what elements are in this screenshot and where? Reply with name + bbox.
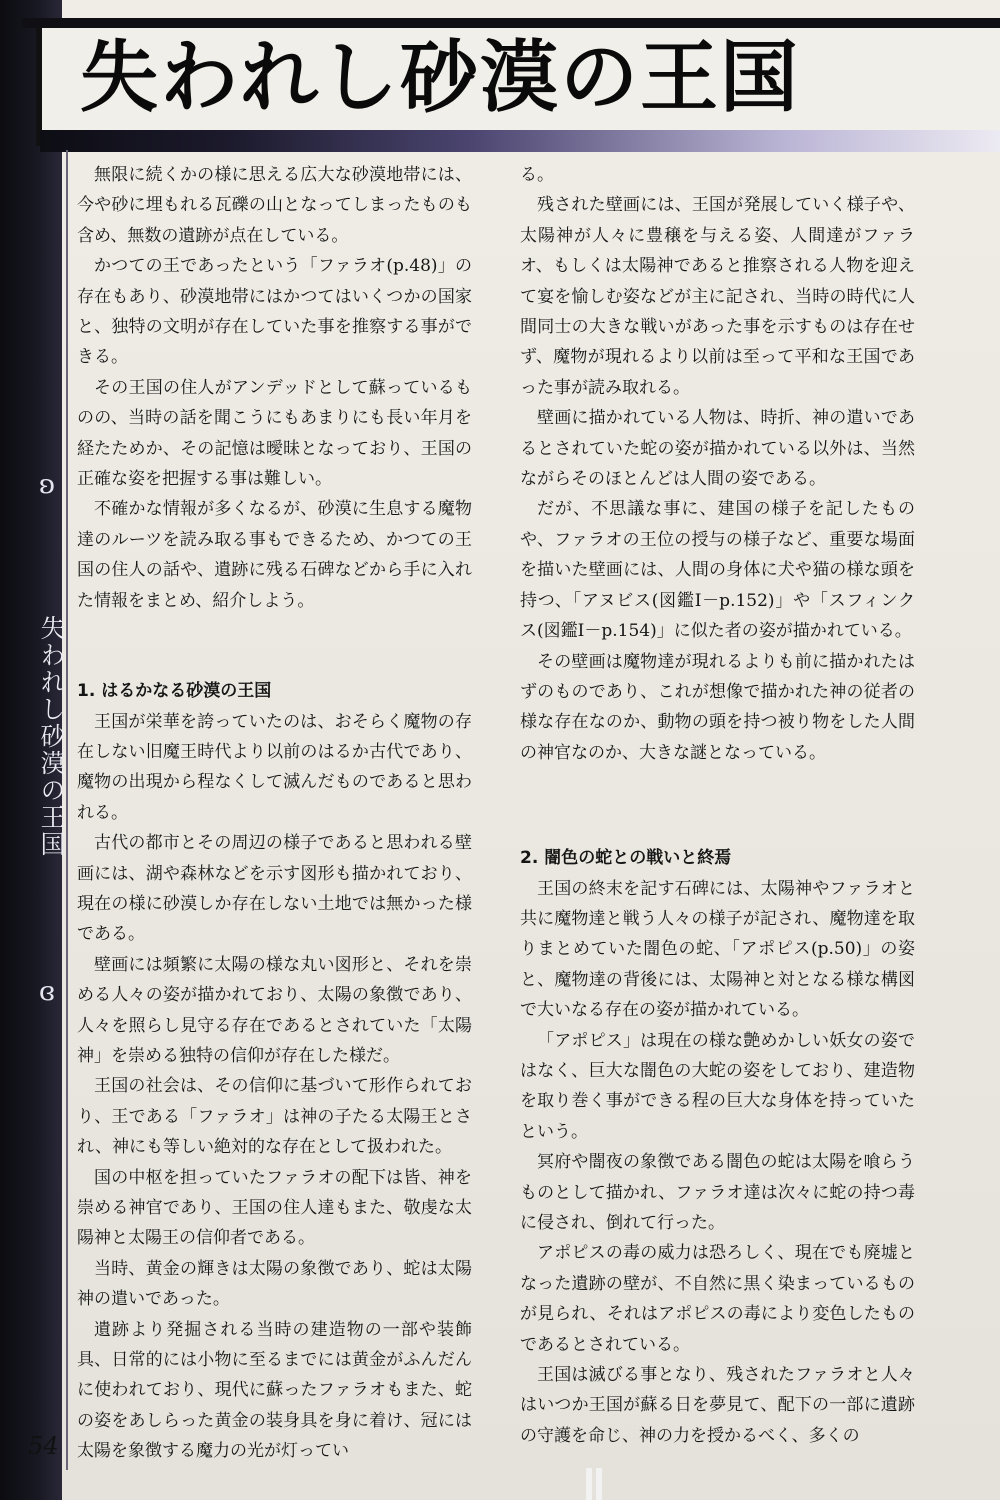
paragraph: 冥府や闇夜の象徴である闇色の蛇は太陽を喰らうものとして描かれ、ファラオ達は次々に蛇の持つ毒に侵され、倒れて行った。: [520, 1152, 915, 1233]
paragraph: 当時、黄金の輝きは太陽の象徴であり、蛇は太陽神の遣いであった。: [77, 1258, 472, 1310]
page-number: 54: [28, 1432, 59, 1460]
paragraph: その壁画は魔物達が現れるよりも前に描かれたはずのものであり、これが想像で描かれた神の従者の様な存在なのか、動物の頭を持つ被り物をした人間の神官なのか、大きな謎となっている。: [520, 651, 915, 763]
paragraph: 古代の都市とその周辺の様子であると思われる壁画には、湖や森林などを示す図形も描かれており、現在の様に砂漠しか存在しない土地では無かった様である。: [77, 833, 472, 945]
paragraph: 壁画には頻繁に太陽の様な丸い図形と、それを崇める人々の姿が描かれており、太陽の象徴であり、人々を照らし見守る存在であるとされていた「太陽神」を崇める独特の信仰が存在した様だ。: [77, 954, 472, 1066]
paragraph: 不確かな情報が多くなるが、砂漠に生息する魔物達のルーツを読み取る事もできるため、かつての王国の住人の話や、遺跡に残る石碑などから手に入れた情報をまとめ、紹介しよう。: [77, 499, 472, 611]
paragraph: かつての王であったという「ファラオ(p.48)」の存在もあり、砂漠地帯にはかつてはいくつかの国家と、独特の文明が存在していた事を推察する事ができる。: [77, 256, 472, 368]
side-title: 失われし砂漠の王国: [37, 615, 66, 858]
page-title: 失われし砂漠の王国: [80, 33, 801, 123]
top-frame-border: [22, 18, 1000, 28]
right-column: [520, 160, 915, 1451]
paragraph-continuation: る。: [520, 165, 554, 185]
section-heading: 1. はるかなる砂漠の王国: [77, 681, 272, 702]
bookmark-ribbon: [586, 1468, 592, 1500]
paragraph: 「アポピス」は現在の様な艶めかしい妖女の姿ではなく、巨大な闇色の大蛇の姿をしており、建造物を取り巻く事ができる程の巨大な身体を持っていたという。: [520, 1030, 915, 1142]
paragraph: 無限に続くかの様に思える広大な砂漠地帯には、今や砂に埋もれる瓦礫の山となってしまったものも含め、無数の遺跡が点在している。: [77, 165, 472, 246]
paragraph: だが、不思議な事に、建国の様子を記したものや、ファラオの王位の授与の様子など、重要な場面を描いた壁画には、人間の身体に犬や猫の様な頭を持つ、「アヌビス(図鑑Ⅰ－p.152)」や「スフィンクス(図鑑Ⅰ－p.154)」に似た者の姿が描かれている。: [520, 499, 915, 642]
paragraph: 王国の終末を記す石碑には、太陽神やファラオと共に魔物達と戦う人々の様子が記され、魔物達を取りまとめていた闇色の蛇、「アポピス(p.50)」の姿と、魔物達の背後には、太陽神と対となる様な構図で大いなる存在の姿が描かれている。: [520, 878, 915, 1021]
paragraph: 壁画に描かれている人物は、時折、神の遣いであるとされていた蛇の姿が描かれている以外は、当然ながらそのほとんどは人間の姿である。: [520, 408, 915, 490]
paragraph: 国の中枢を担っていたファラオの配下は皆、神を崇める神官であり、王国の住人達もまた、敬虔な太陽神と太陽王の信仰者である。: [77, 1167, 472, 1249]
bookmark-ribbon: [596, 1468, 602, 1500]
paragraph: 残された壁画には、王国が発展していく様子や、太陽神が人々に豊穣を与える姿、人間達がファラオ、もしくは太陽神であると推察される人物を迎えて宴を愉しむ姿などが主に記され、当時の時代に人間同士の大きな戦いがあった事を示すものは存在せず、魔物が現れるより以前は至って平和な王国であった事が読み取れる。: [520, 195, 915, 398]
paragraph: 王国は滅びる事となり、残されたファラオと人々はいつか王国が蘇る日を夢見て、配下の一部に遺跡の守護を命じ、神の力を授かるべく、多くの: [520, 1365, 915, 1446]
section-heading: 2. 闇色の蛇との戦いと終焉: [520, 848, 732, 869]
scroll-ornament-icon: ɞ: [39, 977, 55, 1007]
paragraph: アポピスの毒の威力は恐ろしく、現在でも廃墟となった遺跡の壁が、不自然に黒く染まっているものが見られ、それはアポピスの毒により変色したものであるとされている。: [520, 1243, 915, 1355]
paragraph: 遺跡より発掘される当時の建造物の一部や装飾具、日常的には小物に至るまでには黄金がふんだんに使われており、現代に蘇ったファラオもまた、蛇の姿をあしらった黄金の装身具を身に着け、冠には太陽を象徴する魔力の光が灯ってい: [77, 1319, 472, 1462]
paragraph: その王国の住人がアンデッドとして蘇っているものの、当時の話を聞こうにもあまりにも長い年月を経たためか、その記憶は曖昧となっており、王国の正確な姿を把握する事は難しい。: [77, 377, 472, 490]
paragraph: 王国が栄華を誇っていたのは、おそらく魔物の存在しない旧魔王時代より以前のはるか古代であり、魔物の出現から程なくして滅んだものであると思われる。: [77, 711, 472, 823]
paragraph: 王国の社会は、その信仰に基づいて形作られており、王である「ファラオ」は神の子たる太陽王とされ、神にも等しい絶対的な存在として扱われた。: [77, 1076, 472, 1158]
left-column: [77, 160, 472, 1467]
scroll-ornament-icon: ʚ: [39, 470, 55, 500]
title-gradient-rule: [40, 130, 1000, 152]
